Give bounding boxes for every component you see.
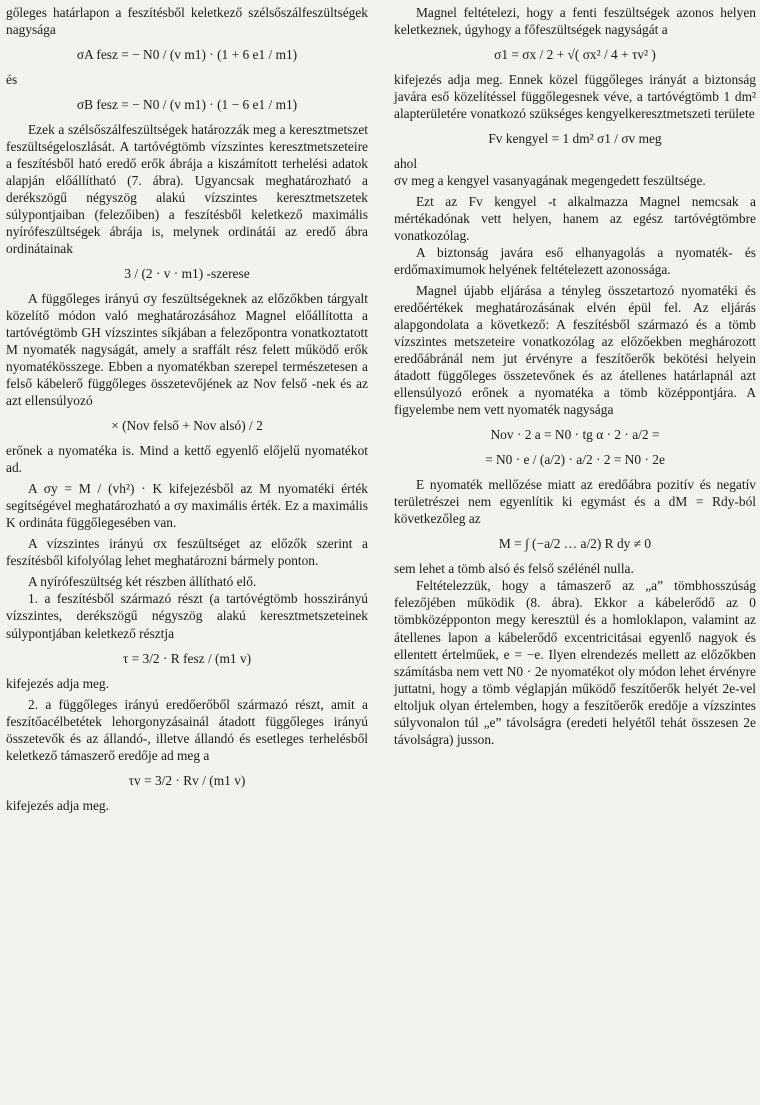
paragraph: erőnek a nyomatéka is. Mind a kettő egyenlő előjelű nyomatékot ad. xyxy=(6,443,368,476)
paragraph: A σy = M / (vh²) · K kifejezésből az M nyomatéki érték segítségével meghatározható a σy maximális érték. Ez a maximális K ordináta függőlegesében van. xyxy=(6,481,368,531)
paragraph: Magnel feltételezi, hogy a fenti feszültségek azonos helyen keletkeznek, úgyhogy a főfeszültségek nagyságát a xyxy=(394,5,756,38)
paragraph: 2. a függőleges irányú eredőerőből származó részt, amit a feszítőacélbetétek lehorgonyzásainál átadott függőleges irányú összetevők és az állandó-, illetve állandó és esetleges terhelésből keletkező támaszerő eredője ad meg a xyxy=(6,696,368,763)
equation-tau-v: τv = 3/2 · Rv / (m1 v) xyxy=(128,772,246,788)
conjunction: és xyxy=(6,72,18,88)
paragraph: kifejezés adja meg. xyxy=(6,675,109,691)
equation-cable-forces: × (Nov felső + Nov alsó) / 2 xyxy=(111,418,263,434)
paragraph: 1. a feszítésből származó részt (a tartóvégtömb hosszirányú vízszintes, derékszögű négyszög alakú keresztmetszeteinek súlypontjában keletkező résztja xyxy=(6,591,368,641)
equation-tau: τ = 3/2 · R fesz / (m1 v) xyxy=(122,650,252,666)
left-column xyxy=(6,4,368,814)
paragraph: A függőleges irányú σy feszültségeknek az előzőkben tárgyalt közelítő módon való meghatározásához Magnel előállította a tartóvégtömb GH vízszintes síkjában a felezőpontra vonatkoztatott M nyomaték nagyságát, amely a sraffált rész felett működő erők nyomatékösszege. Ebben a nyomatékban szerepel természetesen a felső kábelerő függőleges összetevőjének az Nov felső -nek és az azt ellensúlyozó xyxy=(6,291,368,409)
equation-moment-1: Nov · 2 a = N0 · tg α · 2 · a/2 = xyxy=(490,427,660,443)
paragraph: Ezek a szélsőszálfeszültségek határozzák meg a keresztmetszet feszültségeloszlását. A tartóvégtömb vízszintes keresztmetszeteire a feszítésből ható eredő erők ábrája a kiszámított terhelési adatok alapján előállítható (7. ábra). Ugyancsak meghatározható a derékszögű négyszög alakú vízszintes keresztmetszetek súlypontjaiban (felezőiben) a feszítésből keletkező maximális nyírófeszültségek ábrája is, melynek ordinátái az eredő ábra ordinátainak xyxy=(6,122,368,257)
paragraph: gőleges határlapon a feszítésből keletkező szélsőszálfeszültségek nagysága xyxy=(6,5,368,38)
right-column xyxy=(394,4,756,748)
paragraph: kifejezés adja meg. Ennek közel függőleges irányát a biztonság javára eső közelítéssel függőlegesnek véve, a tartóvégtömb 1 dm² alapterületére vonatkozó szükséges kengyelkeresztmetszeti területe xyxy=(394,72,756,122)
paragraph: Feltételezzük, hogy a támaszerő az „a” tömbhosszúság felezőjében működik (8. ábra). Ekkor a kábelerődő az 0 tömbközépponton megy keresztül és a homloklapon, valamint az átellenes lapon a kábelerődő excentricitásai egyenlő nagyok és ellentett értelműek, e = −e. Ilyen elrendezés mellett az előzőkben számításba nem vett N0 · 2e nyomatékot oly módon lehet érvényre juttatni, hogy a tömb véglapján működő feszítőerők helyét 2e-vel eltoljuk olyan értelemben, hogy a feszítőerők eredője a vízszintes súlyvonalon túl „e” távolságra (eredeti helyétől tehát összesen 2e távolságra) jusson. xyxy=(394,578,756,747)
paragraph: Magnel újabb eljárása a tényleg összetartozó nyomatéki és eredőértékek meghatározásának elvén épül fel. Az eljárás alapgondolata a következő: A feszítésből származó és a tömb vízszintes metszeteire vonatkozólag az előzőekben meghározott eredőábránál nem jut érvényre a feszítőerők bekötési helyein átadott függőleges összetevőnek és az átellenes határlapnál azt ellensúlyozó erőnek a nyomatéka a tömb középpontjára. A figyelembe nem vett nyomaték nagysága xyxy=(394,283,756,418)
paragraph: A biztonság javára eső elhanyagolás a nyomaték- és erdőmaximumok helyének feltételezett azonossága. xyxy=(394,245,756,278)
equation-integral: M = ∫ (−a/2 … a/2) R dy ≠ 0 xyxy=(498,536,652,552)
paragraph: σv meg a kengyel vasanyagának megengedett feszültsége. xyxy=(394,173,706,189)
equation-sigma-b: σB fesz = − N0 / (v m1) · (1 − 6 e1 / m1) xyxy=(76,97,298,113)
paragraph: A nyírófeszültség két részben állítható elő. xyxy=(28,574,257,590)
equation-moment-2: = N0 · e / (a/2) · a/2 · 2 = N0 · 2e xyxy=(485,452,665,468)
paragraph: ahol xyxy=(394,156,418,172)
paragraph: A vízszintes irányú σx feszültséget az előzők szerint a feszítésből kifolyólag lehet meghatározni bármely ponton. xyxy=(6,536,368,569)
paragraph: kifejezés adja meg. xyxy=(6,797,109,813)
paragraph: sem lehet a tömb alsó és felső szélénél nulla. xyxy=(394,561,634,577)
equation-factor: 3 / (2 · v · m1) -szerese xyxy=(124,266,250,282)
equation-sigma-a: σA fesz = − N0 / (v m1) · (1 + 6 e1 / m1) xyxy=(76,47,298,63)
paragraph: E nyomaték mellőzése miatt az eredőábra pozitív és negatív területrészei nem egyenlítik ki egymást és a dM = Rdy-ból következőleg az xyxy=(394,477,756,527)
equation-principal-stress: σ1 = σx / 2 + √( σx² / 4 + τv² ) xyxy=(494,47,656,63)
paragraph: Ezt az Fv kengyel -t alkalmazza Magnel nemcsak a mértékadónak vett helyen, hanem az egész tartóvégtömbre vonatkozólag. xyxy=(394,194,756,244)
equation-stirrup-area: Fv kengyel = 1 dm² σ1 / σv meg xyxy=(488,131,662,147)
